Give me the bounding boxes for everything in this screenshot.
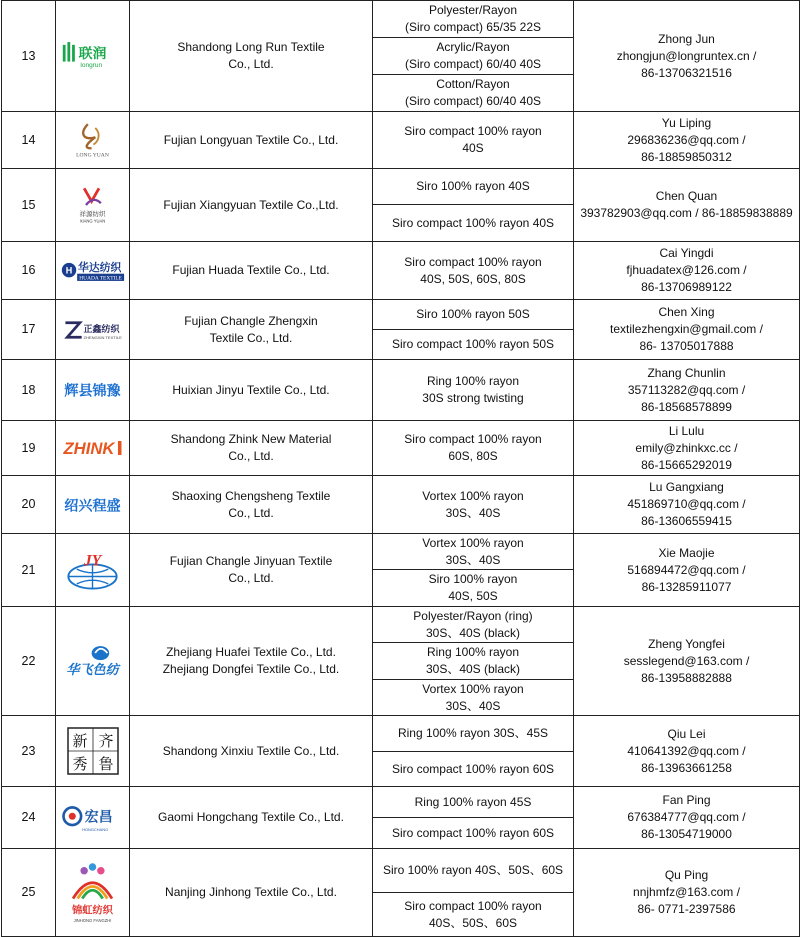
yarn-spec-line: Siro compact 100% rayon xyxy=(404,432,542,446)
contact-line: Zheng Yongfei xyxy=(648,636,725,651)
yarn-spec xyxy=(373,607,574,643)
logo-text: 联润 xyxy=(78,45,107,62)
zhengxin-logo-icon xyxy=(60,312,125,348)
row-number: 15 xyxy=(2,169,56,242)
yarn-spec-line: 40S, 50S, 60S, 80S xyxy=(420,271,526,286)
company-name xyxy=(130,849,373,937)
table-row xyxy=(2,421,800,476)
contact-line: 86-15665292019 xyxy=(641,457,732,472)
company-name xyxy=(130,300,373,360)
xinxiu-seal-logo-icon xyxy=(66,726,120,776)
company-logo xyxy=(56,787,130,849)
logo-sub: XIANG YUAN xyxy=(79,218,106,224)
contact-info xyxy=(574,716,800,787)
yarn-spec xyxy=(373,1,574,38)
company-name-line: Fujian Changle Jinyuan Textile xyxy=(169,554,333,568)
yarn-spec-line: Vortex 100% rayon xyxy=(422,488,524,503)
yarn-spec-line: 40S, 50S xyxy=(448,589,498,603)
company-name xyxy=(130,534,373,607)
yarn-spec xyxy=(373,716,574,752)
yarn-spec xyxy=(373,421,574,476)
yarn-spec-line: Vortex 100% rayon xyxy=(422,535,524,550)
row-number: 22 xyxy=(2,607,56,716)
contact-line: 86-13606559415 xyxy=(641,514,732,528)
svg-text:新: 新 xyxy=(71,732,88,750)
row-number: 17 xyxy=(2,300,56,360)
company-name-line: Gaomi Hongchang Textile Co., Ltd. xyxy=(158,810,344,824)
company-logo xyxy=(56,242,130,300)
chengsheng-logo-icon xyxy=(60,490,125,520)
company-logo xyxy=(56,112,130,169)
yarn-spec-line: Siro 100% rayon 50S xyxy=(416,307,530,321)
yarn-spec-line: Siro 100% rayon 40S、50S、60S xyxy=(382,863,564,877)
table-row xyxy=(2,787,800,818)
contact-info xyxy=(574,476,800,534)
row-number: 24 xyxy=(2,787,56,849)
contact-line: Qiu Lei xyxy=(667,726,706,741)
contact-line: Li Lulu xyxy=(668,423,705,438)
jinyu-logo-icon xyxy=(60,375,125,405)
logo-text: 宏昌 xyxy=(84,809,113,826)
company-logo xyxy=(56,476,130,534)
logo-text: 正鑫纺织 xyxy=(83,324,120,335)
contact-line: Fan Ping xyxy=(662,793,711,807)
yarn-spec-line: Siro compact 100% rayon 40S xyxy=(391,215,555,230)
contact-info xyxy=(574,169,800,242)
contact-info xyxy=(574,242,800,300)
contact-info xyxy=(574,534,800,607)
contact-line: Zhong Jun xyxy=(658,31,715,46)
contact-line: 86-13958882888 xyxy=(641,670,732,685)
company-name xyxy=(130,112,373,169)
yarn-spec-line: 30S、40S (black) xyxy=(425,625,521,640)
contact-line: 86-18568578899 xyxy=(641,399,732,414)
longrun-logo-icon xyxy=(60,36,125,76)
yarn-spec-line: Ring 100% rayon 45S xyxy=(414,794,532,809)
contact-line: 86- 13705017888 xyxy=(639,339,734,353)
contact-line: 86-18859850312 xyxy=(641,149,732,164)
company-logo xyxy=(56,607,130,716)
yarn-spec-line: Siro compact 100% rayon xyxy=(404,254,542,269)
yarn-spec-line: 30S、40S (black) xyxy=(425,662,521,676)
contact-info xyxy=(574,607,800,716)
yarn-spec xyxy=(373,38,574,75)
yarn-spec-line: Vortex 100% rayon xyxy=(422,681,524,696)
yarn-spec-line: 30S、40S xyxy=(445,552,501,567)
contact-line: 410641392@qq.com / xyxy=(627,743,746,758)
huafei-logo-icon xyxy=(60,638,125,684)
table-row xyxy=(2,534,800,570)
yarn-spec xyxy=(373,680,574,716)
yarn-spec xyxy=(373,787,574,818)
company-name-line: Zhejiang Dongfei Textile Co., Ltd. xyxy=(162,662,340,676)
company-name-line: Fujian Xiangyuan Textile Co.,Ltd. xyxy=(163,197,339,212)
logo-text: JY xyxy=(83,552,102,570)
company-name xyxy=(130,787,373,849)
zhink-logo-icon xyxy=(60,433,125,463)
logo-text: ZHINK xyxy=(63,439,115,459)
contact-line: 296836236@qq.com / xyxy=(627,132,746,147)
yarn-spec xyxy=(373,476,574,534)
contact-info xyxy=(574,1,800,112)
contact-line: Zhang Chunlin xyxy=(647,365,726,380)
table-row xyxy=(2,242,800,300)
yarn-spec-line: (Siro compact) 60/40 40S xyxy=(404,57,542,71)
logo-sub: HUADA TEXTILE xyxy=(79,275,122,282)
contact-line: 516894472@qq.com / xyxy=(627,562,746,577)
yarn-spec-line: (Siro compact) 65/35 22S xyxy=(404,20,542,34)
table-row xyxy=(2,1,800,38)
yarn-spec-line: 60S, 80S xyxy=(448,449,498,463)
logo-sub: JINHONG FANGZHI xyxy=(73,917,112,923)
yarn-spec xyxy=(373,818,574,849)
contact-line: 86-13285911077 xyxy=(641,579,732,594)
yarn-spec xyxy=(373,360,574,421)
svg-text:H: H xyxy=(65,265,73,276)
contact-line: emily@zhinkxc.cc / xyxy=(635,440,738,455)
row-number: 13 xyxy=(2,1,56,112)
yarn-spec-line: Siro compact 100% rayon xyxy=(404,898,542,913)
contact-line: 86-13054719000 xyxy=(641,827,732,841)
company-name-line: Co., Ltd. xyxy=(228,571,274,585)
table-row xyxy=(2,169,800,205)
company-name-line: Fujian Changle Zhengxin xyxy=(184,313,318,328)
yarn-spec-line: Siro compact 100% rayon 60S xyxy=(391,825,555,840)
hongchang-logo-icon xyxy=(60,798,125,838)
row-number: 25 xyxy=(2,849,56,937)
contact-info xyxy=(574,360,800,421)
contact-info xyxy=(574,421,800,476)
row-number: 21 xyxy=(2,534,56,607)
contact-line: Yu Liping xyxy=(661,115,712,130)
svg-text:齐: 齐 xyxy=(97,732,114,750)
yarn-spec xyxy=(373,893,574,937)
svg-text:秀: 秀 xyxy=(71,755,88,773)
contact-line: zhongjun@longruntex.cn / xyxy=(616,48,757,63)
yarn-spec xyxy=(373,330,574,360)
yarn-spec-line: Ring 100% rayon xyxy=(426,645,520,659)
yarn-spec-line: 30S、40S xyxy=(445,505,501,520)
table-row xyxy=(2,476,800,534)
company-name-line: Co., Ltd. xyxy=(228,449,274,463)
logo-text: 辉县锦豫 xyxy=(64,383,121,400)
contact-line: sesslegend@163.com / xyxy=(623,653,750,668)
contact-line: Cai Yingdi xyxy=(659,246,714,260)
contact-line: fjhuadatex@126.com / xyxy=(626,263,747,277)
yarn-spec-line: 30S、40S xyxy=(445,698,501,713)
company-name xyxy=(130,1,373,112)
yarn-spec-line: Siro 100% rayon xyxy=(428,572,518,586)
company-name-line: Fujian Longyuan Textile Co., Ltd. xyxy=(163,132,339,147)
contact-line: Xie Maojie xyxy=(658,545,715,560)
contact-line: nnjhmfz@163.com / xyxy=(633,885,740,899)
logo-text: LONG YUAN xyxy=(76,152,109,159)
row-number: 19 xyxy=(2,421,56,476)
logo-sub: ZHENGXIN TEXTILE xyxy=(83,334,122,340)
contact-line: Lu Gangxiang xyxy=(649,480,724,494)
company-logo xyxy=(56,849,130,937)
yarn-spec xyxy=(373,300,574,330)
logo-text: 华飞色纺 xyxy=(66,663,119,679)
yarn-spec xyxy=(373,643,574,680)
contact-line: 451869710@qq.com / xyxy=(627,497,746,511)
yarn-spec-line: Acrylic/Rayon xyxy=(436,40,510,54)
yarn-spec xyxy=(373,75,574,112)
yarn-spec-line: Polyester/Rayon xyxy=(428,3,518,17)
table-row xyxy=(2,849,800,893)
yarn-spec xyxy=(373,849,574,893)
contact-info xyxy=(574,849,800,937)
row-number: 16 xyxy=(2,242,56,300)
company-name xyxy=(130,360,373,421)
company-name-line: Fujian Huada Textile Co., Ltd. xyxy=(172,263,330,277)
company-name-line: Co., Ltd. xyxy=(228,57,274,71)
yarn-spec xyxy=(373,112,574,169)
contact-line: 676384777@qq.com / xyxy=(627,810,746,824)
row-number: 20 xyxy=(2,476,56,534)
company-name xyxy=(130,716,373,787)
contact-line: 357113282@qq.com / xyxy=(627,382,746,397)
logo-text: 绍兴程盛 xyxy=(64,497,121,514)
company-name-line: Shandong Xinxiu Textile Co., Ltd. xyxy=(162,743,340,758)
company-name-line: Zhejiang Huafei Textile Co., Ltd. xyxy=(166,645,336,659)
yarn-spec xyxy=(373,205,574,242)
yarn-spec-line: 40S、50S、60S xyxy=(428,915,518,930)
company-logo xyxy=(56,421,130,476)
contact-line: 86- 0771-2397586 xyxy=(637,902,736,916)
table-row xyxy=(2,360,800,421)
company-logo xyxy=(56,169,130,242)
row-number: 18 xyxy=(2,360,56,421)
yarn-spec-line: (Siro compact) 60/40 40S xyxy=(404,94,542,108)
table-row xyxy=(2,607,800,643)
yarn-spec-line: Siro compact 100% rayon 60S xyxy=(391,761,555,776)
company-logo xyxy=(56,716,130,787)
contact-info xyxy=(574,112,800,169)
contact-line: Chen Quan xyxy=(655,189,718,203)
yarn-spec xyxy=(373,169,574,205)
yarn-spec-line: Siro compact 100% rayon 50S xyxy=(391,337,555,351)
company-name xyxy=(130,242,373,300)
table-row xyxy=(2,716,800,752)
yarn-spec xyxy=(373,534,574,570)
company-name-line: Nanjing Jinhong Textile Co., Ltd. xyxy=(165,885,337,899)
row-number: 23 xyxy=(2,716,56,787)
company-name-line: Co., Ltd. xyxy=(228,505,274,520)
yarn-spec xyxy=(373,752,574,787)
yarn-spec xyxy=(373,570,574,607)
longyuan-logo-icon xyxy=(60,119,125,161)
logo-text: 锦虹纺织 xyxy=(72,904,113,916)
svg-text:鲁: 鲁 xyxy=(97,755,114,773)
huada-logo-icon xyxy=(60,253,125,289)
yarn-spec-line: Polyester/Rayon (ring) xyxy=(413,608,533,623)
company-name-line: Shandong Zhink New Material xyxy=(170,432,332,446)
logo-sub: HONGCHANG xyxy=(82,826,109,832)
contact-line: Chen Xing xyxy=(658,305,715,319)
jinhong-rainbow-logo-icon xyxy=(60,855,125,931)
yarn-spec-line: Ring 100% rayon xyxy=(426,374,520,388)
yarn-spec-line: 40S xyxy=(462,141,484,155)
company-name-line: Shandong Long Run Textile xyxy=(177,40,325,54)
supplier-table xyxy=(1,0,800,937)
company-logo xyxy=(56,360,130,421)
xiangyuan-logo-icon xyxy=(60,183,125,227)
company-name xyxy=(130,169,373,242)
contact-info xyxy=(574,787,800,849)
contact-line: textilezhengxin@gmail.com / xyxy=(610,322,763,336)
row-number: 14 xyxy=(2,112,56,169)
table-row xyxy=(2,300,800,330)
logo-text: 华达纺织 xyxy=(78,260,122,274)
table-row xyxy=(2,112,800,169)
company-name xyxy=(130,421,373,476)
contact-line: 86-13706989122 xyxy=(641,280,732,294)
yarn-spec-line: Siro 100% rayon 40S xyxy=(416,179,530,193)
contact-line: Qu Ping xyxy=(664,868,709,882)
yarn-spec-line: Ring 100% rayon 30S、45S xyxy=(397,726,549,740)
company-name xyxy=(130,476,373,534)
logo-sub: longrun xyxy=(80,62,103,70)
contact-line: 393782903@qq.com / 86-18859838889 xyxy=(580,206,793,220)
yarn-spec xyxy=(373,242,574,300)
contact-info xyxy=(574,300,800,360)
contact-line: 86-13706321516 xyxy=(641,65,732,80)
company-logo xyxy=(56,300,130,360)
yarn-spec-line: Cotton/Rayon xyxy=(436,77,510,91)
company-logo xyxy=(56,1,130,112)
contact-line: 86-13963661258 xyxy=(641,760,732,775)
company-logo xyxy=(56,534,130,607)
jinyuan-globe-logo-icon xyxy=(60,547,125,593)
yarn-spec-line: 30S strong twisting xyxy=(422,391,524,405)
company-name-line: Shaoxing Chengsheng Textile xyxy=(171,488,331,503)
logo-text: 祥源纺织 xyxy=(79,210,106,219)
company-name-line: Huixian Jinyu Textile Co., Ltd. xyxy=(172,382,330,397)
company-name-line: Textile Co., Ltd. xyxy=(209,330,293,345)
company-name xyxy=(130,607,373,716)
yarn-spec-line: Siro compact 100% rayon xyxy=(404,124,542,138)
